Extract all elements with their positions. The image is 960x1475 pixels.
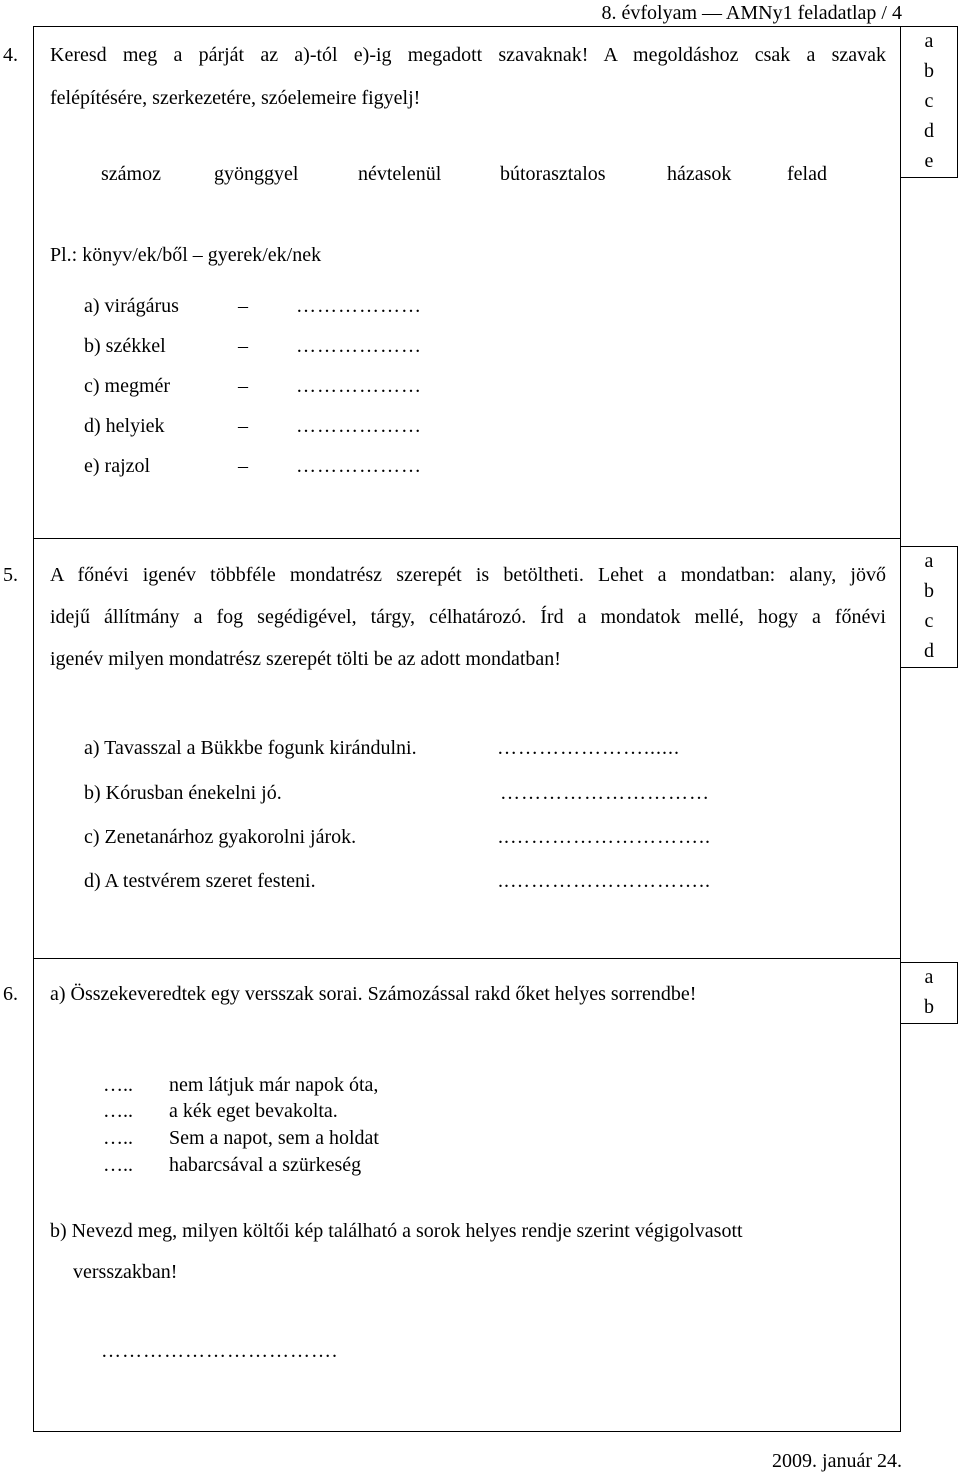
score-letter: c — [924, 90, 934, 112]
word-option: gyönggyel — [214, 163, 299, 185]
task-number: 4. — [3, 44, 18, 66]
answer-blank[interactable]: ……………… — [296, 295, 422, 317]
item-label: c) megmér — [84, 375, 171, 397]
footer-date: 2009. január 24. — [772, 1450, 902, 1472]
task5-instruction-line: idejű állítmány a fog segédigével, tárgy, célhatározó. Írd a mondatok mellé, hogy a főnévi — [50, 606, 886, 628]
word-option: felad — [787, 163, 827, 185]
score-letter: e — [924, 150, 934, 172]
order-blank[interactable]: ….. — [103, 1154, 133, 1176]
order-blank[interactable]: ….. — [103, 1100, 133, 1122]
item-dash: – — [238, 295, 248, 317]
answer-blank[interactable]: ……………… — [296, 335, 422, 357]
task5-instruction-line: igenév milyen mondatrész szerepét tölti be az adott mondatban! — [50, 648, 561, 670]
score-letter: b — [924, 996, 934, 1018]
word-option: számoz — [101, 163, 161, 185]
word-option: házasok — [667, 163, 732, 185]
answer-blank[interactable]: ……………… — [296, 415, 422, 437]
task6-part-b-instruction: versszakban! — [73, 1261, 178, 1283]
task6-part-a-instruction: a) Összekeveredtek egy versszak sorai. Számozással rakd őket helyes sorrendbe! — [50, 983, 697, 1005]
score-letter: d — [924, 120, 934, 142]
answer-blank[interactable]: ..……………………….. — [498, 870, 711, 892]
task4-instruction-line: felépítésére, szerkezetére, szóelemeire figyelj! — [50, 87, 421, 109]
answer-blank[interactable]: ……………… — [296, 375, 422, 397]
poem-line: a kék eget bevakolta. — [169, 1100, 338, 1122]
score-letter: b — [924, 580, 934, 602]
section-divider — [33, 538, 901, 539]
poem-line: Sem a napot, sem a holdat — [169, 1127, 379, 1149]
sentence: a) Tavasszal a Bükkbe fogunk kirándulni. — [84, 737, 417, 759]
section-divider — [33, 958, 901, 959]
item-dash: – — [238, 335, 248, 357]
page-header: 8. évfolyam — AMNy1 feladatlap / 4 — [601, 2, 902, 24]
task4-example: Pl.: könyv/ek/ből – gyerek/ek/nek — [50, 244, 322, 266]
task4-score-box — [901, 26, 958, 178]
item-label: e) rajzol — [84, 455, 151, 477]
score-letter: a — [924, 550, 934, 572]
answer-blank[interactable]: ..……………………….. — [498, 826, 711, 848]
poem-line: nem látjuk már napok óta, — [169, 1074, 379, 1096]
task6-part-b-instruction: b) Nevezd meg, milyen költői kép található a sorok helyes rendje szerint végigolvasott — [50, 1220, 743, 1242]
task-number: 5. — [3, 564, 18, 586]
item-dash: – — [238, 415, 248, 437]
item-label: a) virágárus — [84, 295, 179, 317]
item-label: b) székkel — [84, 335, 166, 357]
word-option: bútorasztalos — [500, 163, 606, 185]
word-option: névtelenül — [358, 163, 442, 185]
task5-instruction-line: A főnévi igenév többféle mondatrész szerepét is betöltheti. Lehet a mondatban: alany, jövő — [50, 564, 886, 586]
score-letter: a — [924, 30, 934, 52]
answer-blank[interactable]: …………………...... — [497, 737, 680, 759]
order-blank[interactable]: ….. — [103, 1127, 133, 1149]
score-letter: b — [924, 60, 934, 82]
sentence: c) Zenetanárhoz gyakorolni járok. — [84, 826, 357, 848]
score-letter: d — [924, 640, 934, 662]
task5-score-box — [901, 546, 958, 668]
item-dash: – — [238, 375, 248, 397]
answer-blank[interactable]: ………………………… — [500, 782, 710, 804]
sentence: d) A testvérem szeret festeni. — [84, 870, 316, 892]
answer-blank[interactable]: ……………… — [296, 455, 422, 477]
task-number: 6. — [3, 983, 18, 1005]
task4-instruction-line: Keresd meg a párját az a)-tól e)-ig megadott szavaknak! A megoldáshoz csak a szavak — [50, 44, 886, 66]
score-letter: a — [924, 966, 934, 988]
sentence: b) Kórusban énekelni jó. — [84, 782, 282, 804]
item-dash: – — [238, 455, 248, 477]
answer-blank[interactable]: ……………………………. — [101, 1340, 338, 1362]
poem-line: habarcsával a szürkeség — [169, 1154, 362, 1176]
item-label: d) helyiek — [84, 415, 165, 437]
task6-score-box — [901, 962, 958, 1024]
order-blank[interactable]: ….. — [103, 1074, 133, 1096]
score-letter: c — [924, 610, 934, 632]
